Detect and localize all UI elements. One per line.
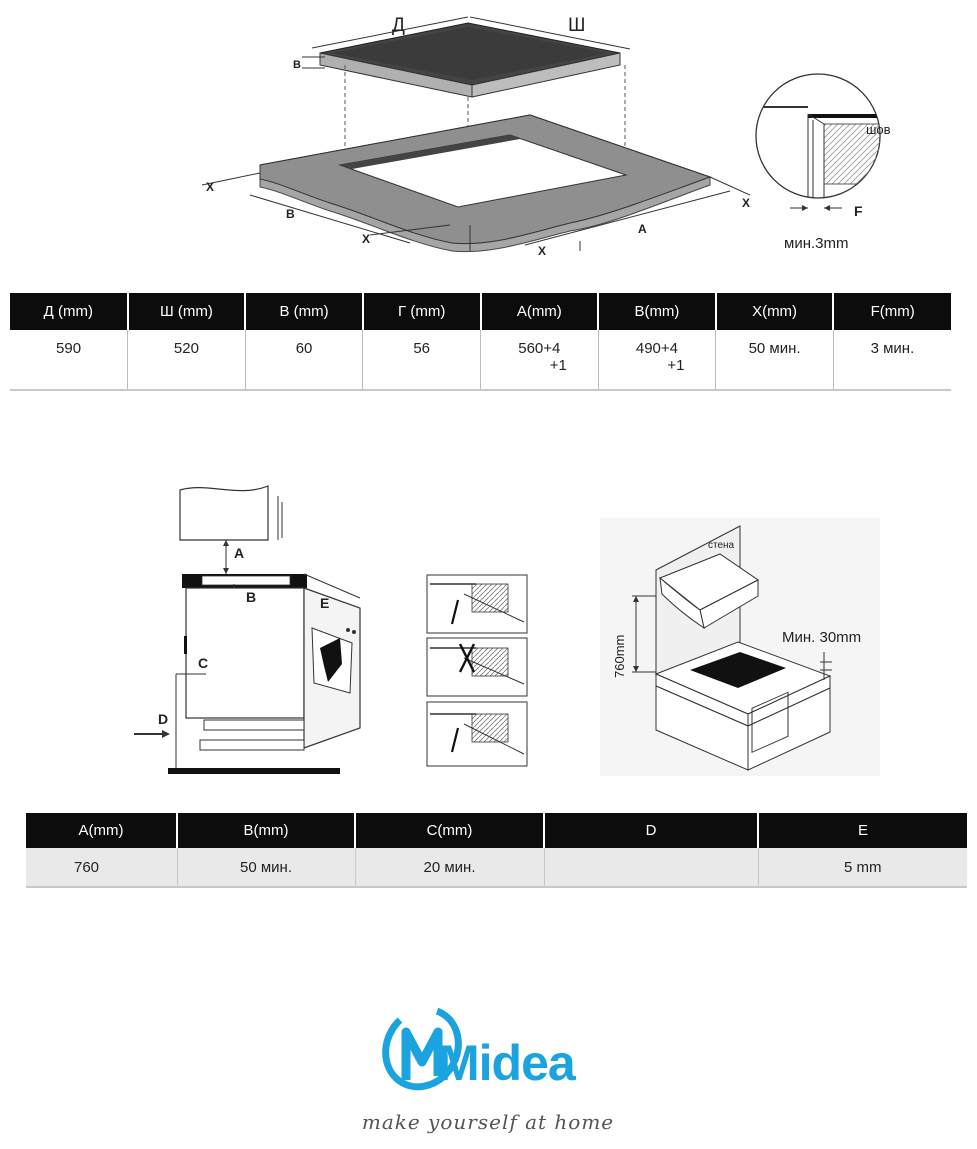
hob-dimensions-table (10, 293, 951, 391)
label-d: D (158, 711, 169, 727)
table-cell: 50 мин. (177, 848, 355, 887)
seam-detail-diagram (750, 68, 920, 258)
label-shov: шов (866, 122, 891, 137)
brand-name: Midea (438, 1035, 575, 1091)
label-x-left: X (206, 180, 215, 194)
table-cell: 3 мин. (833, 330, 951, 390)
table-cell: 5 mm (758, 848, 967, 887)
installation-clearance-table (26, 813, 967, 888)
header-cell: B(mm) (598, 293, 716, 330)
label-stena: стена (708, 540, 735, 551)
table-cell: 490+4 +1 (598, 330, 716, 390)
label-a: A (234, 545, 245, 561)
label-760: 760mm (612, 634, 627, 678)
header-cell: A(mm) (26, 813, 177, 848)
label-x-bottom: X (538, 244, 547, 258)
table-header-row (10, 293, 951, 330)
table-cell: 56 (363, 330, 481, 390)
label-v-small: В (293, 59, 301, 71)
label-d: Д (392, 15, 405, 36)
label-x-mid: X (362, 232, 371, 246)
table-cell (544, 848, 758, 887)
table-row (26, 848, 967, 887)
label-x-right: X (742, 196, 750, 210)
header-cell: В (mm) (245, 293, 363, 330)
table-row (10, 330, 951, 390)
table-cell: 560+4 +1 (481, 330, 599, 390)
label-b: B (246, 589, 257, 605)
table-cell: 50 мин. (716, 330, 834, 390)
table-header-row (26, 813, 967, 848)
installation-details-diagram (424, 572, 530, 772)
label-e: E (320, 595, 330, 611)
label-min30: Мин. 30mm (782, 629, 862, 646)
label-f: F (854, 203, 863, 219)
table-cell: 520 (128, 330, 246, 390)
header-cell: D (544, 813, 758, 848)
label-a: A (638, 222, 647, 236)
label-c: C (198, 655, 209, 671)
kitchen-clearance-diagram (600, 518, 880, 776)
header-cell: B(mm) (177, 813, 355, 848)
table-cell: 760 (26, 848, 177, 887)
header-cell: A(mm) (481, 293, 599, 330)
table-cell: 20 мин. (355, 848, 544, 887)
table-cell: 60 (245, 330, 363, 390)
header-cell: F(mm) (833, 293, 951, 330)
label-min3: мин.3mm (784, 235, 849, 252)
table-cell: 590 (10, 330, 128, 390)
header-cell: Ш (mm) (128, 293, 246, 330)
header-cell: X(mm) (716, 293, 834, 330)
header-cell: E (758, 813, 967, 848)
label-b: В (286, 207, 295, 221)
cabinet-section-diagram (128, 478, 378, 783)
header-cell: C(mm) (355, 813, 544, 848)
header-cell: Д (mm) (10, 293, 128, 330)
brand-tagline: make yourself at home (361, 1110, 615, 1134)
header-cell: Г (mm) (363, 293, 481, 330)
label-sh: Ш (568, 15, 586, 36)
midea-logo (376, 1006, 606, 1096)
hob-cutout-diagram (190, 5, 750, 263)
